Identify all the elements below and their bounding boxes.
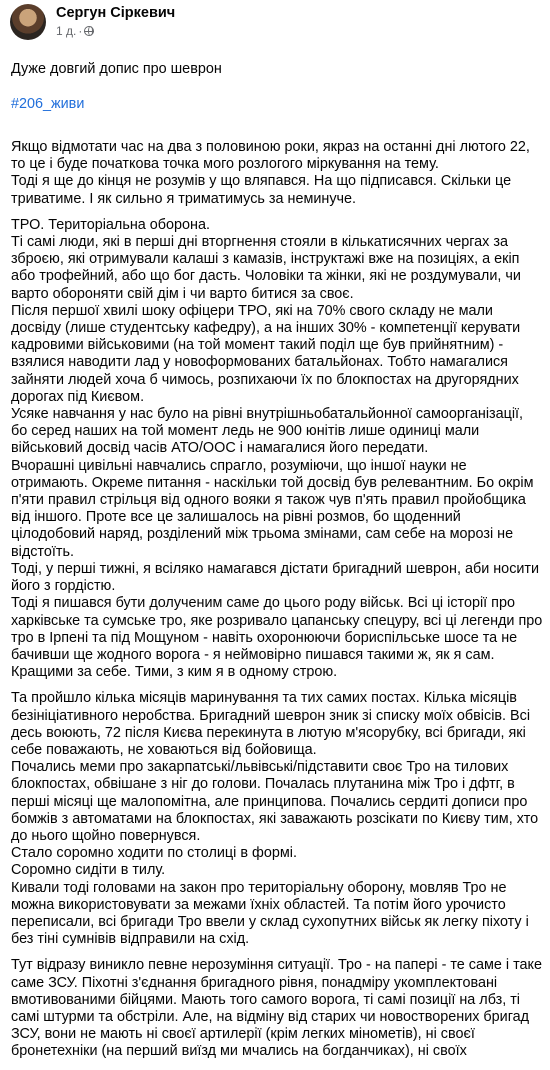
meta-separator: · xyxy=(78,24,83,38)
post-paragraph: Та пройшло кілька місяців маринування та тих самих постах. Кілька місяців безініціативного неробства. Бригадний шеврон зник зі списку моїх обвісів. Всі десь воюють, 72 після Києва перекинута в лютую м'ясорубку, всі бригади, які себе поважають, не ховаються від бойовища. Почались меми про закарпатські/львівські/підставити своє Тро на тилових блокпостах, обвішане з ніг до голови. Почалась плутанина між Тро і дфтг, в перші місяці ще малопомітна, але принципова. Почались сердиті дописи про бомжів з автоматами на блокпостах, які заважають розсікати по Києву тим, хто до нього щойно повернувся. Стало соромно ходити по столиці в формі. Соромно сидіти в тилу. Кивали тоді головами на закон про територіальну оборону, мовляв Тро не можна використовувати за межами їхніх областей. Та потім його урочисто переписали, всі бригади Тро ввели у склад сухопутних військ як легку піхоту і без тіні сумнівів відправили на схід. xyxy=(11,690,539,948)
post-title-block xyxy=(11,44,543,130)
post-paragraph: Тут відразу виникло певне нерозуміння ситуації. Тро - на папері - те саме і таке саме ЗСУ. Піхотні з'єднання бригадного рівня, понадміру укомплектовані вмотивованими бійцями. Мають того самого ворога, ті самі позиції на лбз, ті самі штурми та обстріли. Але, на відміну від старих чи новостворених бригад ЗСУ, вони не мають ні своєї артилерії (крім легких мінометів), ні своєї бронетехніки (на перший виїзд ми мчались на богданчиках), ні своїх xyxy=(11,957,542,1060)
post-body xyxy=(11,44,543,1070)
post-paragraph: Якщо відмотати час на два з половиною роки, якраз на останні дні лютого 22, то це і буде початкова точка мого розлогого міркування на тему. Тоді я ще до кінця не розумів у що вляпався. На що підписався. Скільки це триватиме. І як сильно я триматимусь за неминуче. xyxy=(11,139,530,207)
post-meta xyxy=(56,24,94,38)
author-avatar[interactable] xyxy=(10,4,46,40)
hashtag-link[interactable]: #206_живи xyxy=(11,95,85,112)
post-paragraph: ТРО. Територіальна оборона. Ті самі люди, які в перші дні вторгнення стояли в кількатисячних чергах за зброєю, які отримували калаші з камазів, інструктажі вже на позиціях, а екіп або трофейний, або що бог дасть. Чоловіки та жінки, які не роздумували, чи варто обороняти свій дім і чи варто битися за своє. Після першої хвилі шоку офіцери ТРО, які на 70% свого складу не мали досвіду (лише студентську кафедру), а на інших 30% - компетенції керувати кадровими військовими (на той момент такий поділ ще був прийнятним) - взялися наводити лад у новоформованих батальйонах. Тобто намагалися зайняти людей хоча б чимось, розпихаючи їх по блокпостах на другорядних дорогах під Києвом. Усяке навчання у нас було на рівні внутрішньобатальйонної самоорганізації, бо серед наших на той момент ледь не 900 юнітів лише одиниці мали військовий досвід часів АТО/ООС і намагалися його передати. Вчорашні цивільні навчались спрагло, розуміючи, що іншої науки не отримають. Окреме питання - наскільки той досвід був релевантним. Бо окрім п'яти правил стрільця від одного вояки я також чув п'ять правил пройобщика від іншого. Проте все це залишалось на рівні розмов, бо щоденний цілодобовий наряд, розділений між трьома змінами, сам себе на морозі не відстоїть. Тоді, у перші тижні, я всіляко намагався дістати бригадний шеврон, аби носити його з гордістю. Тоді я пишався бути долученим саме до цього роду військ. Всі ці історії про харківське та сумське тро, яке розривало цапанську спецуру, всі ці легенди про тро в Ірпені та під Мощуном - навіть охоронюючи бориспільське шосе та не бачивши ще жодного ворога - я неймовірно пишався такими ж, як я сам. Кращими за себе. Тими, з ким я в одному строю. xyxy=(11,216,543,681)
post-time[interactable]: 1 д. xyxy=(56,24,77,38)
post-header xyxy=(10,4,530,40)
author-name[interactable]: Сергун Сіркевич xyxy=(56,5,176,21)
globe-icon[interactable] xyxy=(84,26,94,36)
post-title: Дуже довгий допис про шеврон xyxy=(11,61,222,78)
